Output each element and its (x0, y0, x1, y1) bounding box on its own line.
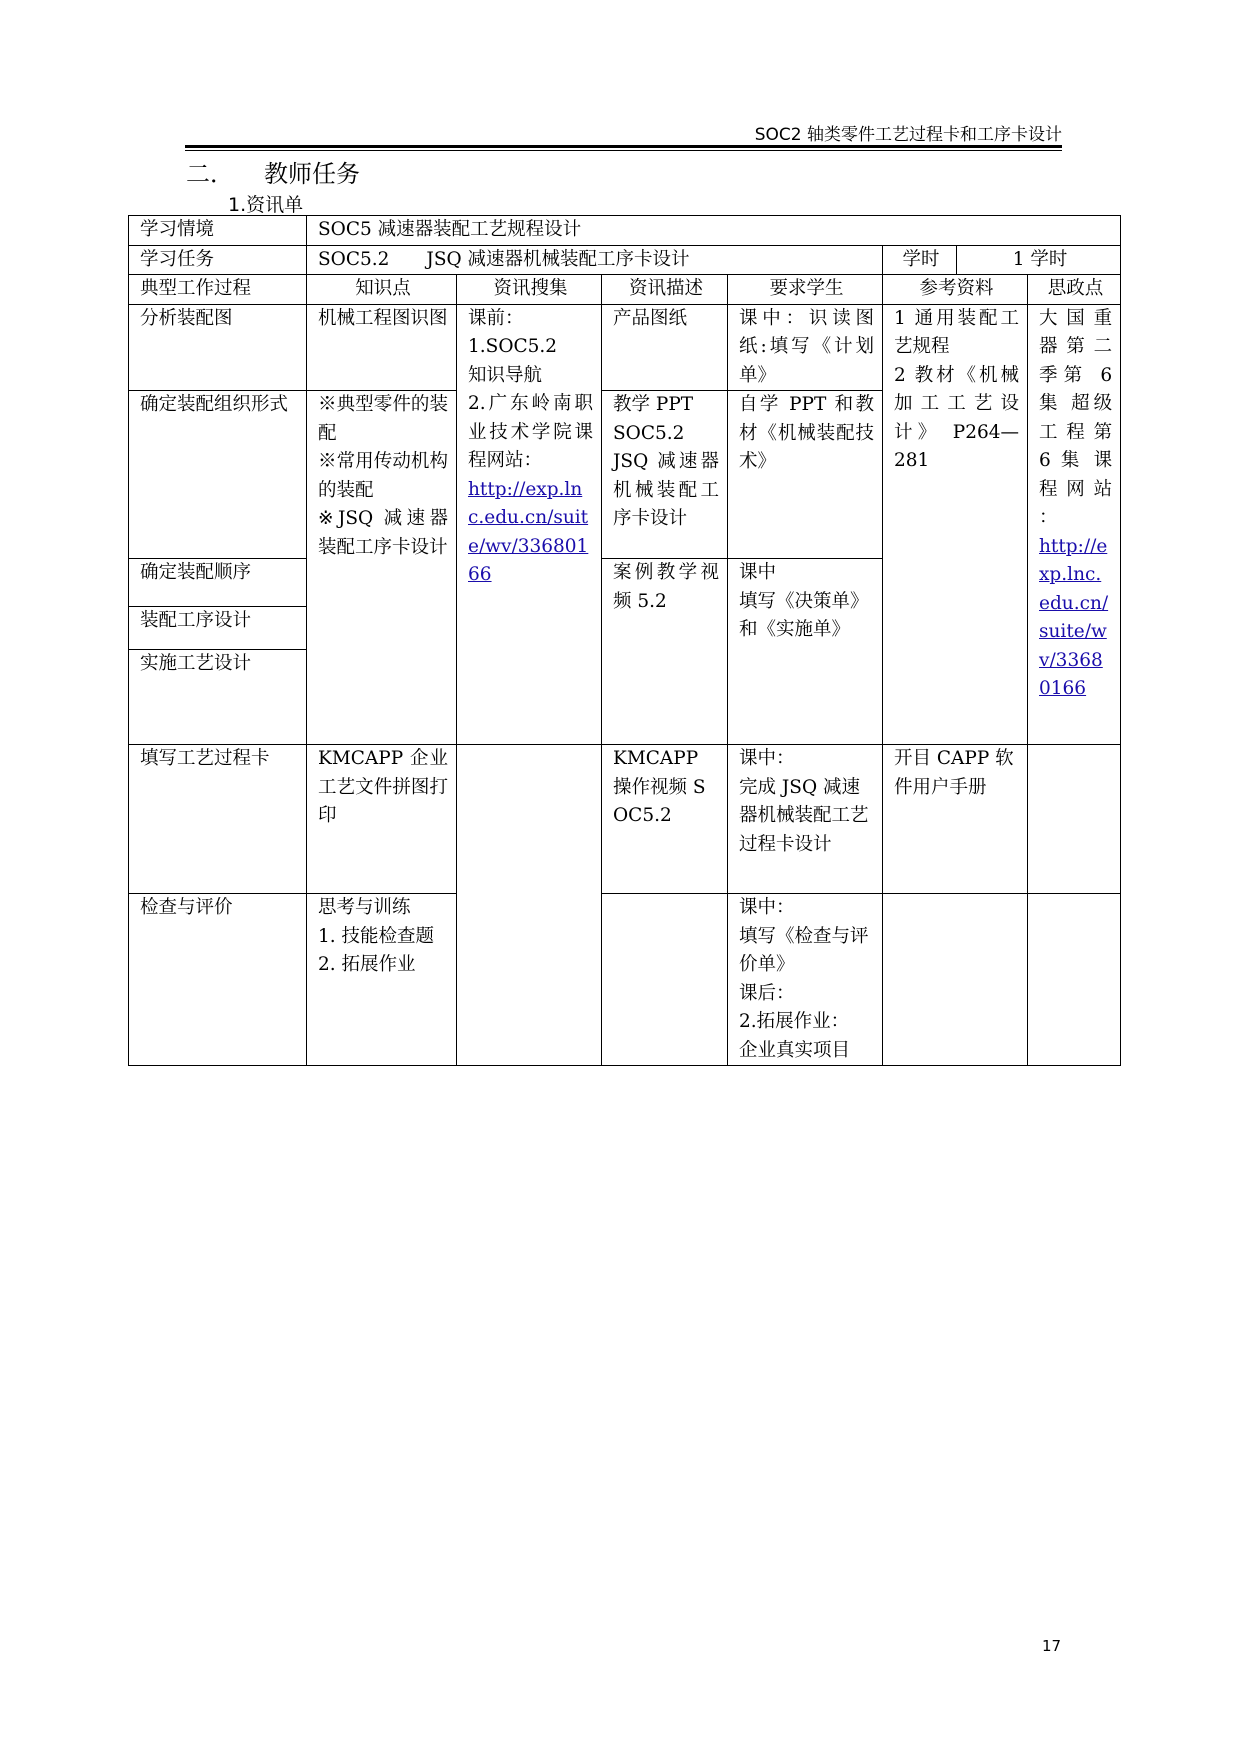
label-hours: 学时 (883, 245, 957, 275)
value-hours: 1 学时 (957, 245, 1121, 275)
value-learning-task: SOC5.2 JSQ 减速器机械装配工序卡设计 (307, 245, 883, 275)
process-card: 填写工艺过程卡 (129, 745, 307, 894)
knowledge-line: ※典型零件的装配 (318, 394, 448, 444)
ideology-empty (1028, 745, 1121, 894)
row-headers (129, 275, 1121, 305)
desc-line: SOC5.2 (613, 422, 685, 444)
reference-empty (883, 894, 1028, 1066)
section-title: 教师任务 (264, 160, 360, 188)
knowledge-drawing: 机械工程图识图 (307, 304, 457, 391)
req-evaluation (728, 894, 883, 1066)
process-implement: 实施工艺设计 (129, 650, 307, 745)
req-line: 课后： (739, 982, 795, 1004)
req-line: 2.拓展作业： (739, 1011, 850, 1032)
row-learning-context (129, 216, 1121, 246)
header-requirement: 要求学生 (728, 275, 883, 305)
process-evaluation: 检查与评价 (129, 894, 307, 1066)
knowledge-training (307, 894, 457, 1066)
knowledge-line: 思考与训练 (318, 897, 411, 918)
reference-line: 1 通用装配工艺规程 (894, 307, 1019, 357)
row-process-card (129, 745, 1121, 894)
desc-line: JSQ 减速器机械装配工序卡设计 (613, 451, 719, 529)
search-cell (457, 304, 602, 745)
req-line: 企业真实项目 (739, 1039, 851, 1061)
header-rule-thin (185, 150, 1062, 151)
req-line: 课中： (739, 897, 795, 918)
knowledge-line: ※常用传动机构的装配 (318, 451, 448, 501)
search-line: 1.SOC5.2 (468, 336, 558, 357)
row-learning-task (129, 245, 1121, 275)
req-line: 课中： (739, 748, 795, 769)
req-plan: 课中：识读图纸:填写《计划单》 (728, 304, 883, 391)
desc-case-video: 案例教学视频 5.2 (602, 559, 728, 745)
knowledge-kmcapp: KMCAPP 企业工艺文件拼图打印 (307, 745, 457, 894)
value-learning-context: SOC5 减速器装配工艺规程设计 (307, 216, 1121, 246)
process-analyze-drawing: 分析装配图 (129, 304, 307, 391)
desc-drawing: 产品图纸 (602, 304, 728, 391)
process-organization: 确定装配组织形式 (129, 391, 307, 559)
label-learning-context: 学习情境 (129, 216, 307, 246)
section-number: 二． (186, 160, 234, 188)
ideology-link[interactable]: http://exp.lnc.edu.cn/suite/wv/33680166 (1039, 535, 1109, 699)
page-number: 17 (1042, 1637, 1062, 1655)
process-sequence: 确定装配顺序 (129, 559, 307, 607)
header-description: 资讯描述 (602, 275, 728, 305)
req-line: 完成 JSQ 减速器机械装配工艺过程卡设计 (739, 776, 869, 855)
knowledge-assembly (307, 391, 457, 745)
knowledge-line: 1. 技能检查题 (318, 925, 435, 947)
running-header: SOC2 轴类零件工艺过程卡和工序卡设计 (754, 125, 1062, 145)
req-self-study: 自学 PPT 和教材《机械装配技术》 (728, 391, 883, 559)
row-evaluation (129, 894, 1121, 1066)
search-line: 课前： (468, 307, 524, 329)
reference-capp: 开目 CAPP 软件用户手册 (883, 745, 1028, 894)
label-learning-task: 学习任务 (129, 245, 307, 275)
ideology-text: 大国重器第二季第 6 集 超级工程第 6 集 课程网站 ： (1039, 307, 1113, 528)
reference-cell (883, 304, 1028, 745)
search-line: 知识导航 (468, 364, 543, 386)
course-website-link[interactable]: http://exp.lnc.edu.cn/suite/wv/33680166 (468, 478, 589, 585)
header-reference: 参考资料 (883, 275, 1028, 305)
subsection-heading: 1.资讯单 (228, 194, 304, 216)
desc-empty (602, 894, 728, 1066)
header-ideology: 思政点 (1028, 275, 1121, 305)
header-search: 资讯搜集 (457, 275, 602, 305)
section-heading (186, 154, 360, 189)
header-process: 典型工作过程 (129, 275, 307, 305)
req-process-card (728, 745, 883, 894)
desc-kmcapp: KMCAPP 操作视频 SOC5.2 (602, 745, 728, 894)
req-line: 填写《检查与评价单》 (739, 925, 869, 975)
knowledge-line: ※JSQ 减速器装配工序卡设计 (318, 508, 448, 558)
process-procedure: 装配工序设计 (129, 607, 307, 650)
req-decision (728, 559, 883, 745)
req-line: 课中 (739, 562, 777, 583)
ideology-cell (1028, 304, 1121, 745)
info-sheet-table (128, 215, 1121, 1066)
reference-line: 2 教材《机械加工工艺设计》 P264—281 (894, 364, 1019, 471)
search-line: 2.广东岭南职业技术学院课程网站： (468, 393, 593, 471)
knowledge-line: 2. 拓展作业 (318, 954, 416, 975)
desc-ppt (602, 391, 728, 559)
req-line: 填写《决策单》和《实施单》 (739, 590, 869, 640)
ideology-empty (1028, 894, 1121, 1066)
search-empty (457, 745, 602, 1066)
header-knowledge: 知识点 (307, 275, 457, 305)
desc-line: 教学 PPT (613, 394, 694, 415)
header-rule (185, 145, 1062, 148)
row-analyze-drawing (129, 304, 1121, 391)
